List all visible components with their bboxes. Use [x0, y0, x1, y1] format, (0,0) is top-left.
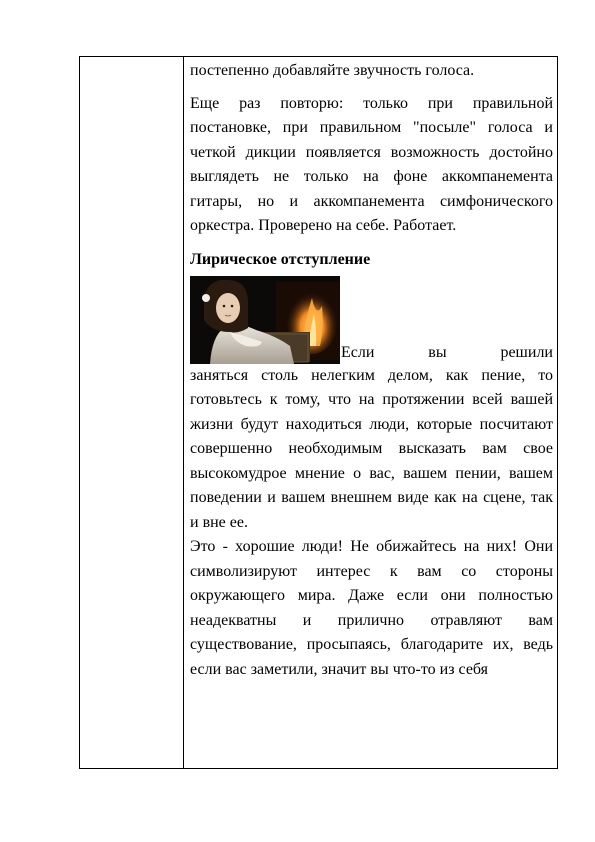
photo-line-word-1: Если	[341, 343, 375, 361]
table-left-column	[80, 57, 184, 768]
photo-line	[190, 276, 553, 364]
section-heading: Лирическое отступление	[190, 250, 371, 268]
photo-line-word-3: решили	[500, 343, 553, 361]
paragraph-3: заняться столь нелегким делом, как пение, то готовьтесь к тому, что на протяжении всей вашей жизни будут находиться люди, которые посчитают совершенно необходимым высказать вам свое высокомудрое мнение о вас, вашем пении, вашем поведении и вашем внешнем виде как на сцене, так и вне ее.	[190, 366, 553, 531]
paragraph-2: Еще раз повторю: только при правильной постановке, при правильном "посыле" голоса и четкой дикции появляется возможность достойно выглядеть не только на фоне аккомпанемента гитары, но и аккомпанемента симфонического оркестра. Проверено на себе. Работает.	[190, 94, 553, 234]
table-content-column	[185, 57, 557, 768]
photo-line-word-2: вы	[428, 343, 447, 361]
paragraph-1: постепенно добавляйте звучность голоса.	[190, 62, 475, 79]
girl-fireplace-photo	[190, 276, 340, 364]
document-table	[79, 56, 558, 769]
paragraph-4: Это - хорошие люди! Не обижайтесь на них! Они символизируют интерес к вам со стороны окружающего мира. Даже если они полностью неадекватны и прилично отравляют вам существование, просыпаясь, благодарите их, ведь если вас заметили, значит вы что-то из себя	[190, 538, 553, 678]
